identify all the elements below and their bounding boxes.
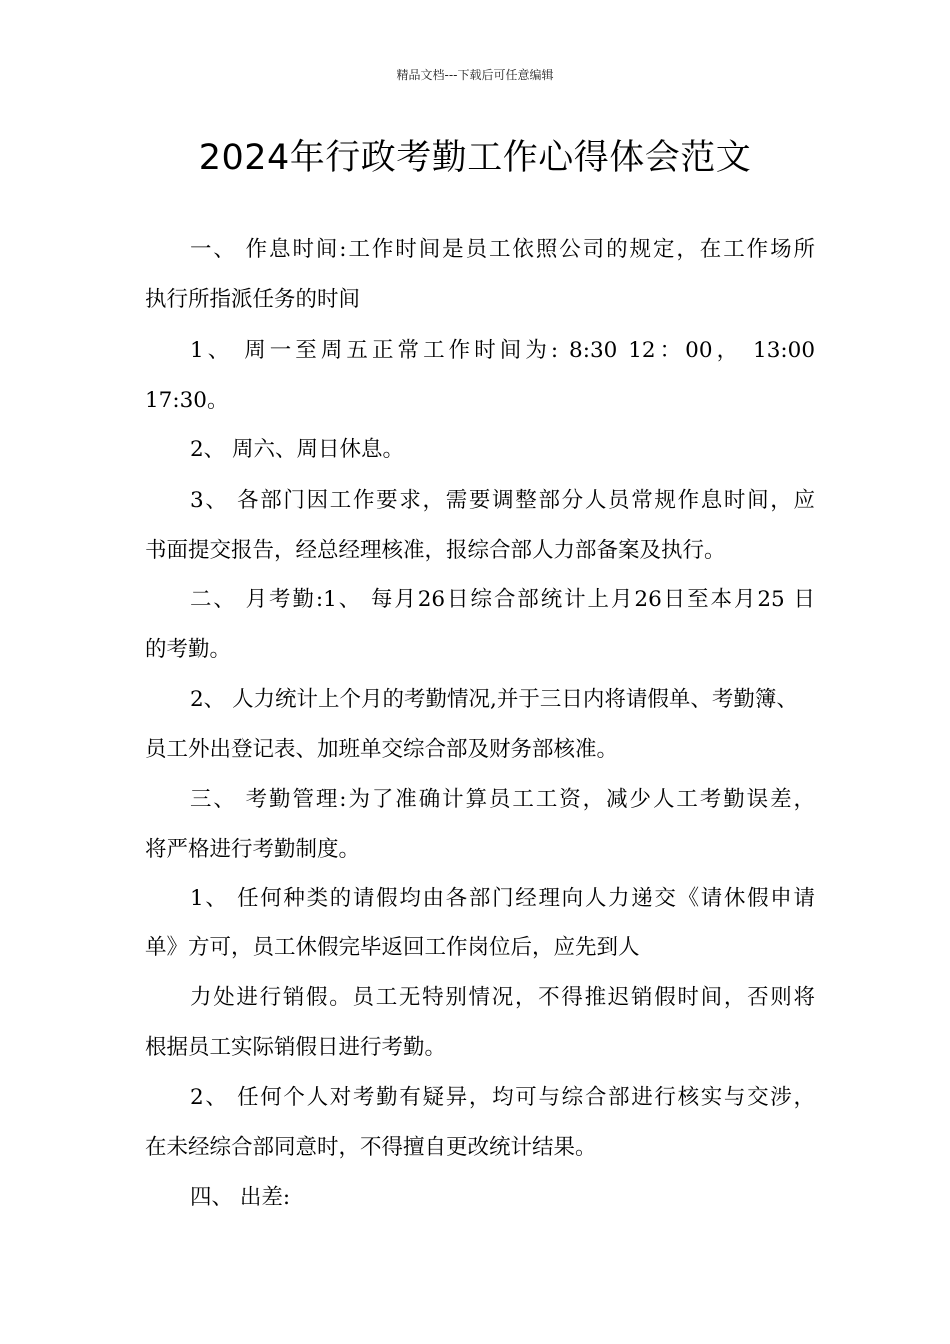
paragraph-line: 将严格进行考勤制度。 xyxy=(145,837,361,862)
page-header: 精品文档---下载后可任意编辑 xyxy=(396,68,554,82)
paragraph-line: 2、 周六、周日休息。 xyxy=(190,437,405,462)
paragraph-line: 3、 各部门因工作要求，需要调整部分人员常规作息时间，应 xyxy=(190,488,815,513)
paragraph-line: 二、 月考勤:1、 每月26日综合部统计上月26日至本月25 日 xyxy=(190,587,815,612)
paragraph-line: 执行所指派任务的时间 xyxy=(145,287,361,312)
paragraph-line: 1、 周一至周五正常工作时间为: 8:30 12：00， 13:00 xyxy=(190,338,815,363)
paragraph-line: 2、 任何个人对考勤有疑异，均可与综合部进行核实与交涉， xyxy=(190,1085,815,1110)
paragraph-line: 2、 人力统计上个月的考勤情况,并于三日内将请假单、考勤簿、 xyxy=(190,687,798,712)
paragraph-line: 1、 任何种类的请假均由各部门经理向人力递交《请休假申请 xyxy=(190,886,815,911)
document-title: 2024年行政考勤工作心得体会范文 xyxy=(198,138,752,178)
paragraph-line: 根据员工实际销假日进行考勤。 xyxy=(145,1035,447,1060)
paragraph-line: 的考勤。 xyxy=(145,637,232,662)
paragraph-line: 单》方可，员工休假完毕返回工作岗位后，应先到人 xyxy=(145,935,640,960)
paragraph-line: 力处进行销假。员工无特别情况，不得推迟销假时间，否则将 xyxy=(190,985,815,1010)
paragraph-line: 一、 作息时间:工作时间是员工依照公司的规定，在工作场所 xyxy=(190,237,815,262)
paragraph-line: 四、 出差: xyxy=(190,1185,291,1210)
paragraph-line: 三、 考勤管理:为了准确计算员工工资，减少人工考勤误差， xyxy=(190,787,815,812)
paragraph-line: 17:30。 xyxy=(145,388,229,413)
paragraph-line: 在未经综合部同意时，不得擅自更改统计结果。 xyxy=(145,1135,597,1160)
paragraph-line: 书面提交报告，经总经理核准，报综合部人力部备案及执行。 xyxy=(145,538,726,563)
paragraph-line: 员工外出登记表、加班单交综合部及财务部核准。 xyxy=(145,737,619,762)
